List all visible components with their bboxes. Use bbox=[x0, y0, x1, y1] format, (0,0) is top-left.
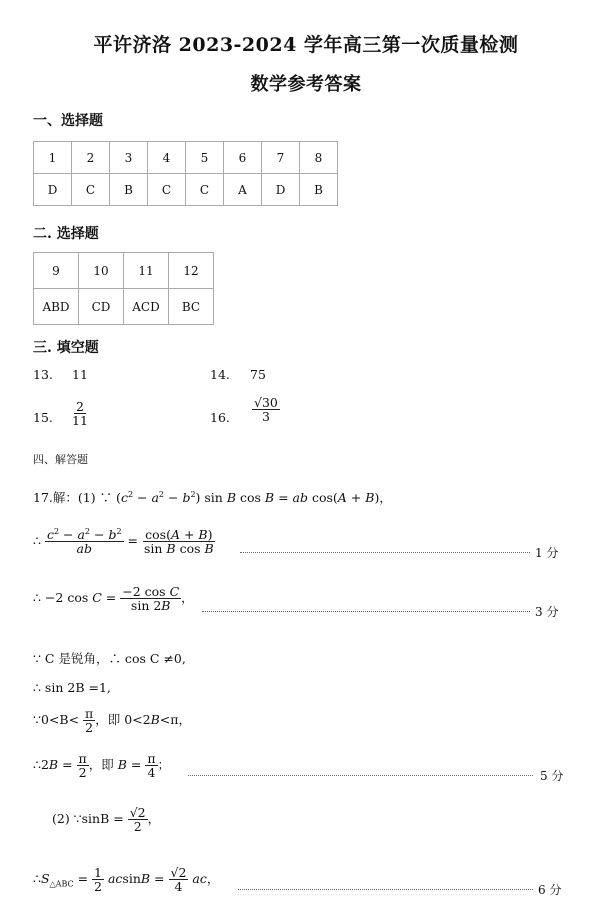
q16-label: 16. bbox=[210, 410, 230, 425]
answer-table-2-numbers bbox=[34, 253, 214, 289]
q17-line-4: ∵ C 是锐角，∴ cos C ≠0, bbox=[33, 651, 186, 666]
q17-line-5: ∴ sin 2B =1, bbox=[33, 680, 111, 695]
q13-answer: 11 bbox=[72, 367, 88, 382]
table-cell: 3 bbox=[110, 142, 148, 174]
table-cell: C bbox=[72, 174, 110, 206]
q14-label: 14. bbox=[210, 367, 230, 382]
answer-table-1-answers bbox=[34, 174, 338, 206]
document-subtitle: 数学参考答案 bbox=[250, 74, 362, 95]
table-cell: B bbox=[110, 174, 148, 206]
q17-line-1 bbox=[33, 488, 392, 506]
q15-denominator: 11 bbox=[72, 413, 88, 429]
table-cell: 1 bbox=[34, 142, 72, 174]
table-cell: 2 bbox=[72, 142, 110, 174]
table-cell: 5 bbox=[186, 142, 224, 174]
section-heading-choice-1: 一、选择题 bbox=[33, 113, 103, 129]
table-cell: 4 bbox=[148, 142, 186, 174]
score-1: 1 分 bbox=[535, 546, 559, 560]
score-6: 6 分 bbox=[538, 883, 562, 897]
answer-table-2-answers bbox=[34, 289, 214, 325]
table-cell: B bbox=[300, 174, 338, 206]
table-cell: BC bbox=[169, 289, 214, 325]
q16-answer bbox=[252, 396, 280, 423]
q15-label: 15. bbox=[33, 410, 53, 425]
answer-table-1-numbers bbox=[34, 142, 338, 174]
leader-dots bbox=[238, 889, 533, 890]
q13-label: 13. bbox=[33, 367, 53, 382]
q16-denominator: 3 bbox=[261, 409, 270, 425]
leader-dots bbox=[240, 552, 530, 553]
score-5: 5 分 bbox=[540, 769, 564, 783]
q17-part2-label: (2) ∵sinB = bbox=[52, 811, 124, 827]
q17-line-2: ∴ $\frac{c^2 - a^2 - b^2}{ab}$ = $\frac{\cos(A + B)}{\text{sin B cos B}}$ bbox=[33, 527, 214, 557]
q17-given-equation: $(c^2 - a^2 - b^2)$ sin B cos B = ab cos(A + B)， bbox=[116, 489, 392, 505]
score-3: 3 分 bbox=[535, 605, 559, 619]
table-cell: 12 bbox=[169, 253, 214, 289]
table-cell: ABD bbox=[34, 289, 79, 325]
q17-intro: 17.解：(1) ∵ bbox=[33, 490, 113, 505]
table-cell: D bbox=[34, 174, 72, 206]
q17-line-7: ∴2B = $\frac{\pi}{2}$ ，即 B = $\frac{\pi}{4}$ ； bbox=[33, 751, 171, 781]
leader-dots bbox=[202, 611, 530, 612]
table-cell: 8 bbox=[300, 142, 338, 174]
document-title: 平许济洛 2023-2024 学年高三第一次质量检测 bbox=[93, 34, 519, 56]
q17-line-6: ∵0<B< $\frac{\pi}{2}$ ，即 0<2B<π， bbox=[33, 706, 191, 736]
q17-line-3: ∴ −2 cos C = $\frac{\text{−2 cos C}}{\sin 2B}$ ， bbox=[33, 584, 194, 614]
q17-area-line: $\therefore S_{\triangle ABC}$ = $\frac{1}{2}$ acsinB = $\frac{√2}{4}$ ac， bbox=[33, 865, 220, 895]
q17-part2-line: (2) ∵sinB = $\frac{√2}{2}$ ， bbox=[52, 805, 161, 835]
q15-answer bbox=[70, 400, 90, 427]
table-cell: CD bbox=[79, 289, 124, 325]
table-cell: D bbox=[262, 174, 300, 206]
section-heading-solutions: 四、解答题 bbox=[33, 453, 88, 466]
table-cell: C bbox=[186, 174, 224, 206]
q15-numerator: 2 bbox=[75, 399, 84, 414]
table-cell: A bbox=[224, 174, 262, 206]
table-cell: C bbox=[148, 174, 186, 206]
table-cell: 7 bbox=[262, 142, 300, 174]
q16-numerator: √30 bbox=[254, 395, 278, 410]
table-cell: 10 bbox=[79, 253, 124, 289]
answer-table-1 bbox=[33, 141, 338, 206]
table-cell: 6 bbox=[224, 142, 262, 174]
leader-dots bbox=[188, 775, 533, 776]
section-heading-fill-in: 三. 填空题 bbox=[33, 340, 99, 356]
q14-answer: 75 bbox=[250, 367, 266, 382]
table-cell: 9 bbox=[34, 253, 79, 289]
table-cell: 11 bbox=[124, 253, 169, 289]
section-heading-choice-2: 二. 选择题 bbox=[33, 226, 99, 242]
table-cell: ACD bbox=[124, 289, 169, 325]
answer-table-2 bbox=[33, 252, 214, 325]
